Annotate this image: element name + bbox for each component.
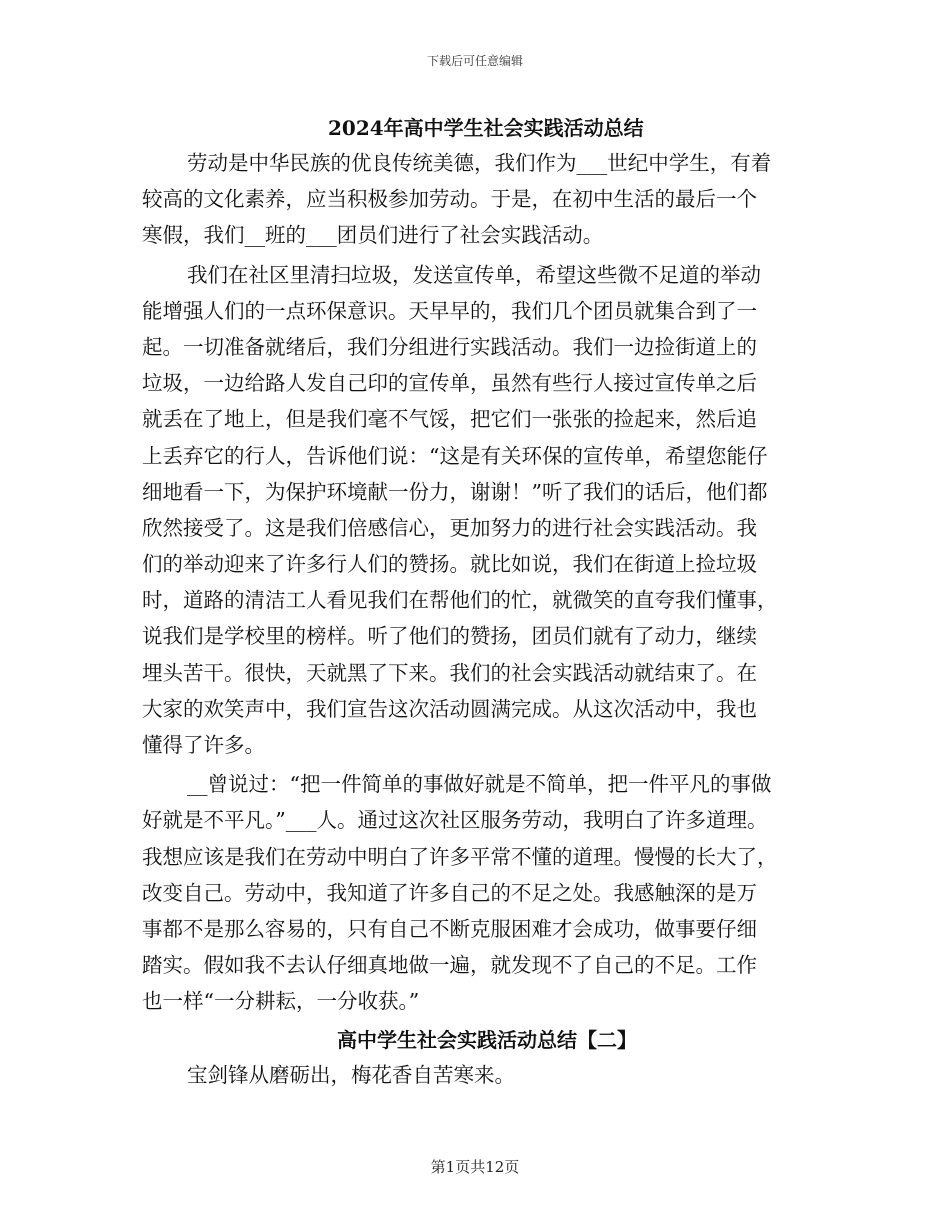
text-line: 上丢弃它的行人，告诉他们说：“这是有关环保的宣传单，希望您能仔 [142, 443, 768, 468]
section-title: 高中学生社会实践活动总结【二】 [337, 1027, 637, 1052]
text-line: 垃圾，一边给路人发自己印的宣传单，虽然有些行人接过宣传单之后 [142, 371, 757, 396]
text-line: 踏实。假如我不去认仔细真地做一遍，就发现不了自己的不足。工作 [142, 953, 757, 978]
text-line: 改变自己。劳动中，我知道了许多自己的不足之处。我感触深的是万 [142, 880, 757, 905]
text-line: 埋头苦干。很快，天就黑了下来。我们的社会实践活动就结束了。在 [142, 660, 757, 685]
text-line: 细地看一下，为保护环境献一份力，谢谢！”听了我们的话后，他们都 [142, 479, 768, 504]
text-line: 我们在社区里清扫垃圾，发送宣传单，希望这些微不足道的举动 [187, 262, 761, 287]
paragraph-3 [142, 766, 822, 1019]
text-line: 宝剑锋从磨砺出，梅花香自苦寒来。 [187, 1062, 515, 1087]
text-line: 也一样“一分耕耘，一分收获。” [142, 989, 420, 1014]
text-line: 就丢在了地上，但是我们毫不气馁，把它们一张张的捡起来，然后追 [142, 407, 757, 432]
text-line: 懂得了许多。 [142, 733, 265, 757]
paragraph-2 [142, 257, 822, 764]
text-line: 劳动是中华民族的优良传统美德，我们作为___世纪中学生，有着 [187, 151, 772, 175]
text-line: 大家的欢笑声中，我们宣告这次活动圆满完成。从这次活动中，我也 [142, 696, 757, 721]
text-line: __曾说过：“把一件简单的事做好就是不简单，把一件平凡的事做 [187, 772, 772, 797]
document-body [142, 111, 822, 1093]
text-line: 好就是不平凡。”___人。通过这次社区服务劳动，我明白了许多道理。 [142, 808, 768, 833]
text-line: 说我们是学校里的榜样。听了他们的赞扬，团员们就有了动力，继续 [142, 624, 757, 649]
text-line: 较高的文化素养，应当积极参加劳动。于是，在初中生活的最后一个 [142, 187, 757, 212]
text-line: 们的举动迎来了许多行人们的赞扬。就比如说，我们在街道上捡垃圾 [142, 552, 757, 577]
text-line: 我想应该是我们在劳动中明白了许多平常不懂的道理。慢慢的长大了， [142, 844, 778, 869]
text-line: 寒假，我们__班的___团员们进行了社会实践活动。 [142, 223, 604, 248]
text-line: 时，道路的清洁工人看见我们在帮他们的忙，就微笑的直夸我们懂事， [142, 588, 778, 613]
text-line: 事都不是那么容易的，只有自己不断克服困难才会成功，做事要仔细 [142, 916, 757, 941]
document-title: 2024年高中学生社会实践活动总结 [328, 116, 644, 140]
paragraph-1 [142, 145, 822, 254]
text-line: 起。一切准备就绪后，我们分组进行实践活动。我们一边捡街道上的 [142, 334, 757, 359]
text-line: 欣然接受了。这是我们倍感信心，更加努力的进行社会实践活动。我 [142, 515, 757, 540]
text-line: 能增强人们的一点环保意识。天早早的，我们几个团员就集合到了一 [142, 298, 757, 323]
page-header-note: 下载后可任意编辑 [426, 54, 523, 68]
page-number: 第1页共12页 [430, 1158, 520, 1176]
paragraph-4 [142, 1057, 822, 1093]
